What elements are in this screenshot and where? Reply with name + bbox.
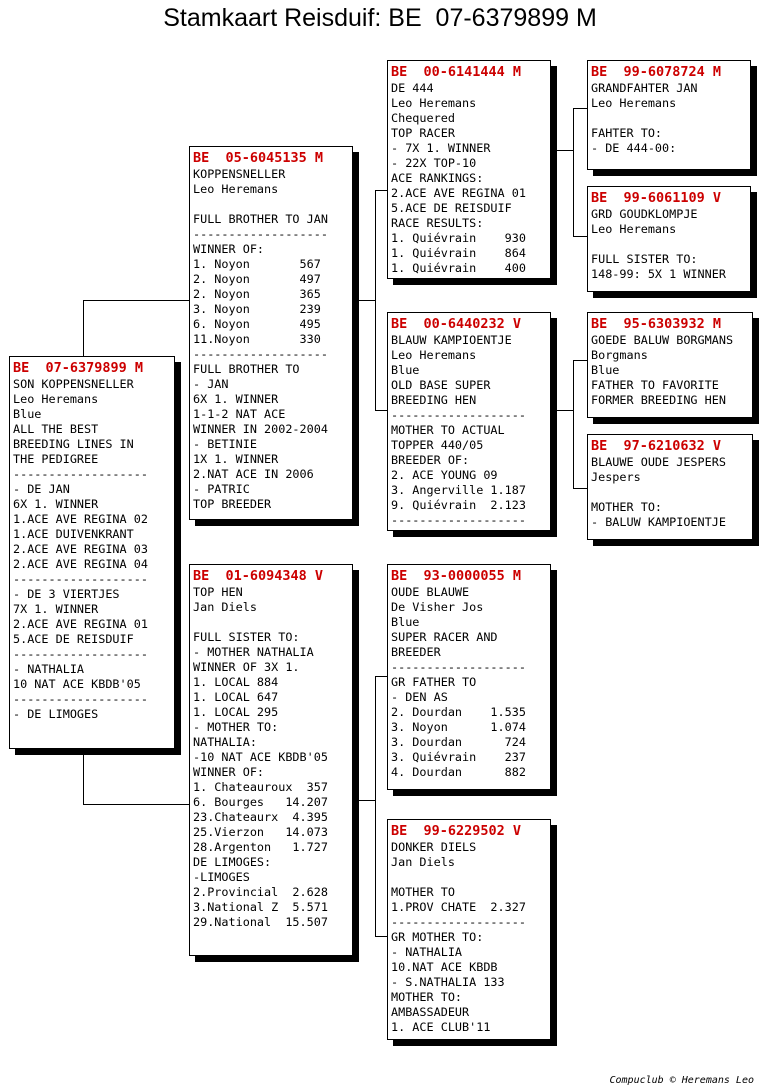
card-line: -LIMOGES bbox=[193, 870, 250, 884]
card-line: ------------------- bbox=[391, 915, 526, 929]
ring-number: BE 99-6078724 M bbox=[591, 64, 722, 80]
card-line: Chequered bbox=[391, 111, 455, 125]
card-line: Jan Diels bbox=[193, 600, 257, 614]
connector-line bbox=[357, 300, 375, 301]
footer-credit: Compuclub © Heremans Leo bbox=[609, 1075, 754, 1086]
connector-line bbox=[83, 300, 190, 301]
ring-number: BE 01-6094348 V bbox=[193, 568, 324, 584]
card-line: BREEDER bbox=[391, 645, 441, 659]
card-line: Blue bbox=[391, 615, 420, 629]
connector-line bbox=[573, 360, 588, 361]
card-line: ------------------- bbox=[193, 227, 328, 241]
card-line: WINNER OF: bbox=[193, 765, 265, 779]
card-line: SUPER RACER AND bbox=[391, 630, 498, 644]
card-line: 2.NAT ACE IN 2006 bbox=[193, 467, 314, 481]
card-line: 3.National Z 5.571 bbox=[193, 900, 328, 914]
card-line: - NATHALIA bbox=[391, 945, 463, 959]
ring-number: BE 99-6229502 V bbox=[391, 823, 522, 839]
card-line: ------------------- bbox=[391, 660, 526, 674]
card-line bbox=[193, 197, 350, 212]
card-line: BREEDING HEN bbox=[391, 393, 477, 407]
card-line: DE 444 bbox=[391, 81, 434, 95]
card-line: TOPPER 440/05 bbox=[391, 438, 484, 452]
card-line: 7X 1. WINNER bbox=[13, 602, 99, 616]
card-line: GRANDFAHTER JAN bbox=[591, 81, 698, 95]
card-line: 23.Chateaurx 4.395 bbox=[193, 810, 328, 824]
card-line: 2. Noyon 497 bbox=[193, 272, 321, 286]
card-line: KOPPENSNELLER bbox=[193, 167, 286, 181]
card-line: MOTHER TO ACTUAL bbox=[391, 423, 505, 437]
connector-line bbox=[83, 300, 84, 357]
connector-line bbox=[555, 410, 573, 411]
card-line: FULL SISTER TO: bbox=[591, 252, 698, 266]
card-line: - NATHALIA bbox=[13, 662, 85, 676]
card-line: WINNER OF: bbox=[193, 242, 265, 256]
ring-number: BE 07-6379899 M bbox=[13, 360, 144, 376]
card-line: 6. Bourges 14.207 bbox=[193, 795, 328, 809]
card-line: 2.ACE AVE REGINA 01 bbox=[13, 617, 148, 631]
card-line: FULL BROTHER TO JAN bbox=[193, 212, 328, 226]
card-line: - PATRIC bbox=[193, 482, 250, 496]
card-line: ------------------- bbox=[13, 647, 148, 661]
card-line: 6X 1. WINNER bbox=[193, 392, 279, 406]
card-line: Jespers bbox=[591, 470, 641, 484]
card-line: ------------------- bbox=[193, 347, 328, 361]
card-line: NATHALIA: bbox=[193, 735, 257, 749]
card-line: FORMER BREEDING HEN bbox=[591, 393, 726, 407]
card-line: 2. Noyon 365 bbox=[193, 287, 321, 301]
ring-number: BE 00-6440232 V bbox=[391, 316, 522, 332]
card-line: Blue bbox=[13, 407, 42, 421]
card-line: - 7X 1. WINNER bbox=[391, 141, 491, 155]
card-line: BREEDING LINES IN bbox=[13, 437, 134, 451]
card-line: WINNER OF 3X 1. bbox=[193, 660, 300, 674]
card-line: 1. LOCAL 295 bbox=[193, 705, 279, 719]
card-line: 1. ACE CLUB'11 bbox=[391, 1020, 491, 1034]
card-line: 2.ACE AVE REGINA 03 bbox=[13, 542, 148, 556]
connector-line bbox=[375, 676, 376, 936]
card-line: THE PEDIGREE bbox=[13, 452, 99, 466]
pigeon-card-ff-father[interactable] bbox=[587, 60, 751, 170]
card-line: Leo Heremans bbox=[591, 222, 677, 236]
card-line: 1. Quiévrain 930 bbox=[391, 231, 526, 245]
card-line: GR FATHER TO bbox=[391, 675, 477, 689]
ring-number: BE 05-6045135 M bbox=[193, 150, 324, 166]
card-line: - MOTHER TO: bbox=[193, 720, 279, 734]
card-line: Leo Heremans bbox=[193, 182, 279, 196]
card-line: 1.PROV CHATE 2.327 bbox=[391, 900, 526, 914]
card-line: 1. LOCAL 647 bbox=[193, 690, 279, 704]
card-line: 1. Chateauroux 357 bbox=[193, 780, 328, 794]
card-line: ------------------- bbox=[391, 513, 526, 527]
card-line: 5.ACE DE REISDUIF bbox=[13, 632, 134, 646]
card-line: - DEN AS bbox=[391, 690, 448, 704]
connector-line bbox=[555, 150, 573, 151]
connector-line bbox=[83, 804, 190, 805]
pigeon-card-fm-mother[interactable] bbox=[587, 434, 753, 540]
card-line bbox=[391, 870, 548, 885]
card-line: 6. Noyon 495 bbox=[193, 317, 321, 331]
card-line: GOEDE BALUW BORGMANS bbox=[591, 333, 734, 347]
card-line: TOP BREEDER bbox=[193, 497, 272, 511]
pigeon-card-ff-mother[interactable] bbox=[587, 186, 751, 292]
card-line: ------------------- bbox=[13, 467, 148, 481]
card-line: FULL BROTHER TO bbox=[193, 362, 300, 376]
card-line: 2.ACE AVE REGINA 04 bbox=[13, 557, 148, 571]
ring-number: BE 00-6141444 M bbox=[391, 64, 522, 80]
card-line: DE LIMOGES: bbox=[193, 855, 272, 869]
card-line: 2. Dourdan 1.535 bbox=[391, 705, 526, 719]
card-line: 25.Vierzon 14.073 bbox=[193, 825, 328, 839]
card-line: 3. Noyon 239 bbox=[193, 302, 321, 316]
card-line: 3. Dourdan 724 bbox=[391, 735, 526, 749]
card-line: 1. Quiévrain 864 bbox=[391, 246, 526, 260]
card-line: - DE LIMOGES bbox=[13, 707, 99, 721]
card-line: 10 NAT ACE KBDB'05 bbox=[13, 677, 141, 691]
card-line: GRD GOUDKLOMPJE bbox=[591, 207, 698, 221]
pigeon-card-maternal-grandmother[interactable] bbox=[387, 819, 551, 1040]
card-line: - JAN bbox=[193, 377, 229, 391]
card-line: ------------------- bbox=[13, 692, 148, 706]
card-line: 1.ACE AVE REGINA 02 bbox=[13, 512, 148, 526]
card-line: - DE 3 VIERTJES bbox=[13, 587, 120, 601]
card-line: Borgmans bbox=[591, 348, 648, 362]
card-line: ------------------- bbox=[391, 408, 526, 422]
card-line: MOTHER TO: bbox=[591, 500, 663, 514]
connector-line bbox=[573, 108, 574, 236]
card-line: DONKER DIELS bbox=[391, 840, 477, 854]
card-line: 1. LOCAL 884 bbox=[193, 675, 279, 689]
pigeon-card-subject[interactable] bbox=[9, 356, 175, 749]
card-line: 2.ACE AVE REGINA 01 bbox=[391, 186, 526, 200]
connector-line bbox=[573, 488, 588, 489]
ring-number: BE 93-0000055 M bbox=[391, 568, 522, 584]
card-line: BLAUW KAMPIOENTJE bbox=[391, 333, 512, 347]
card-line: De Visher Jos bbox=[391, 600, 484, 614]
card-line: 148-99: 5X 1 WINNER bbox=[591, 267, 726, 281]
card-line: RACE RESULTS: bbox=[391, 216, 484, 230]
card-line: Jan Diels bbox=[391, 855, 455, 869]
card-line: ------------------- bbox=[13, 572, 148, 586]
card-line: TOP RACER bbox=[391, 126, 455, 140]
card-line: - BALUW KAMPIOENTJE bbox=[591, 515, 726, 529]
card-line: Leo Heremans bbox=[13, 392, 99, 406]
card-line bbox=[591, 111, 748, 126]
card-line: OLD BASE SUPER bbox=[391, 378, 491, 392]
card-line bbox=[591, 237, 748, 252]
card-line: 3. Quiévrain 237 bbox=[391, 750, 526, 764]
card-line bbox=[591, 485, 750, 500]
card-line: 4. Dourdan 882 bbox=[391, 765, 526, 779]
connector-line bbox=[573, 108, 588, 109]
card-line: FATHER TO FAVORITE bbox=[591, 378, 719, 392]
ring-number: BE 97-6210632 V bbox=[591, 438, 722, 454]
page-title: Stamkaart Reisduif: BE 07-6379899 M bbox=[163, 4, 597, 32]
pigeon-card-mother[interactable] bbox=[189, 564, 353, 956]
card-line: 3. Angerville 1.187 bbox=[391, 483, 526, 497]
card-line: 11.Noyon 330 bbox=[193, 332, 321, 346]
card-line: - 22X TOP-10 bbox=[391, 156, 477, 170]
card-line: - MOTHER NATHALIA bbox=[193, 645, 314, 659]
card-line: Blue bbox=[591, 363, 620, 377]
card-line: 28.Argenton 1.727 bbox=[193, 840, 328, 854]
card-line: ACE RANKINGS: bbox=[391, 171, 484, 185]
pigeon-card-paternal-grandfather[interactable] bbox=[387, 60, 551, 279]
card-line: FAHTER TO: bbox=[591, 126, 663, 140]
pigeon-card-paternal-grandmother[interactable] bbox=[387, 312, 551, 531]
card-line: 3. Noyon 1.074 bbox=[391, 720, 526, 734]
card-line: 2. ACE YOUNG 09 bbox=[391, 468, 498, 482]
card-line: AMBASSADEUR bbox=[391, 1005, 470, 1019]
card-line: - DE 444-00: bbox=[591, 141, 677, 155]
card-line: MOTHER TO bbox=[391, 885, 455, 899]
card-line: 1-1-2 NAT ACE bbox=[193, 407, 286, 421]
connector-line bbox=[573, 236, 588, 237]
card-line: SON KOPPENSNELLER bbox=[13, 377, 134, 391]
card-line: TOP HEN bbox=[193, 585, 243, 599]
connector-line bbox=[357, 800, 375, 801]
card-line: 5.ACE DE REISDUIF bbox=[391, 201, 512, 215]
card-line: 1.ACE DUIVENKRANT bbox=[13, 527, 134, 541]
ring-number: BE 95-6303932 M bbox=[591, 316, 722, 332]
card-line: 10.NAT ACE KBDB bbox=[391, 960, 498, 974]
card-line: 29.National 15.507 bbox=[193, 915, 328, 929]
card-line: MOTHER TO: bbox=[391, 990, 463, 1004]
card-line: 1. Noyon 567 bbox=[193, 257, 321, 271]
pigeon-card-father[interactable] bbox=[189, 146, 353, 520]
card-line: 1X 1. WINNER bbox=[193, 452, 279, 466]
card-line: - S.NATHALIA 133 bbox=[391, 975, 505, 989]
card-line: GR MOTHER TO: bbox=[391, 930, 484, 944]
card-line: Leo Heremans bbox=[391, 348, 477, 362]
pigeon-card-maternal-grandfather[interactable] bbox=[387, 564, 551, 790]
pigeon-card-fm-father[interactable] bbox=[587, 312, 753, 418]
connector-line bbox=[375, 190, 376, 410]
card-line: FULL SISTER TO: bbox=[193, 630, 300, 644]
card-line: Leo Heremans bbox=[591, 96, 677, 110]
card-line: 1. Quiévrain 400 bbox=[391, 261, 526, 275]
card-line: OUDE BLAUWE bbox=[391, 585, 470, 599]
card-line bbox=[193, 615, 350, 630]
card-line: Leo Heremans bbox=[391, 96, 477, 110]
card-line: 2.Provincial 2.628 bbox=[193, 885, 328, 899]
card-line: BLAUWE OUDE JESPERS bbox=[591, 455, 726, 469]
ring-number: BE 99-6061109 V bbox=[591, 190, 722, 206]
connector-line bbox=[573, 360, 574, 488]
card-line: Blue bbox=[391, 363, 420, 377]
card-line: - BETINIE bbox=[193, 437, 257, 451]
card-line: -10 NAT ACE KBDB'05 bbox=[193, 750, 328, 764]
card-line: WINNER IN 2002-2004 bbox=[193, 422, 328, 436]
card-line: BREEDER OF: bbox=[391, 453, 470, 467]
card-line: ALL THE BEST bbox=[13, 422, 99, 436]
card-line: 6X 1. WINNER bbox=[13, 497, 99, 511]
connector-line bbox=[83, 748, 84, 804]
card-line: 9. Quiévrain 2.123 bbox=[391, 498, 526, 512]
card-line: - DE JAN bbox=[13, 482, 70, 496]
